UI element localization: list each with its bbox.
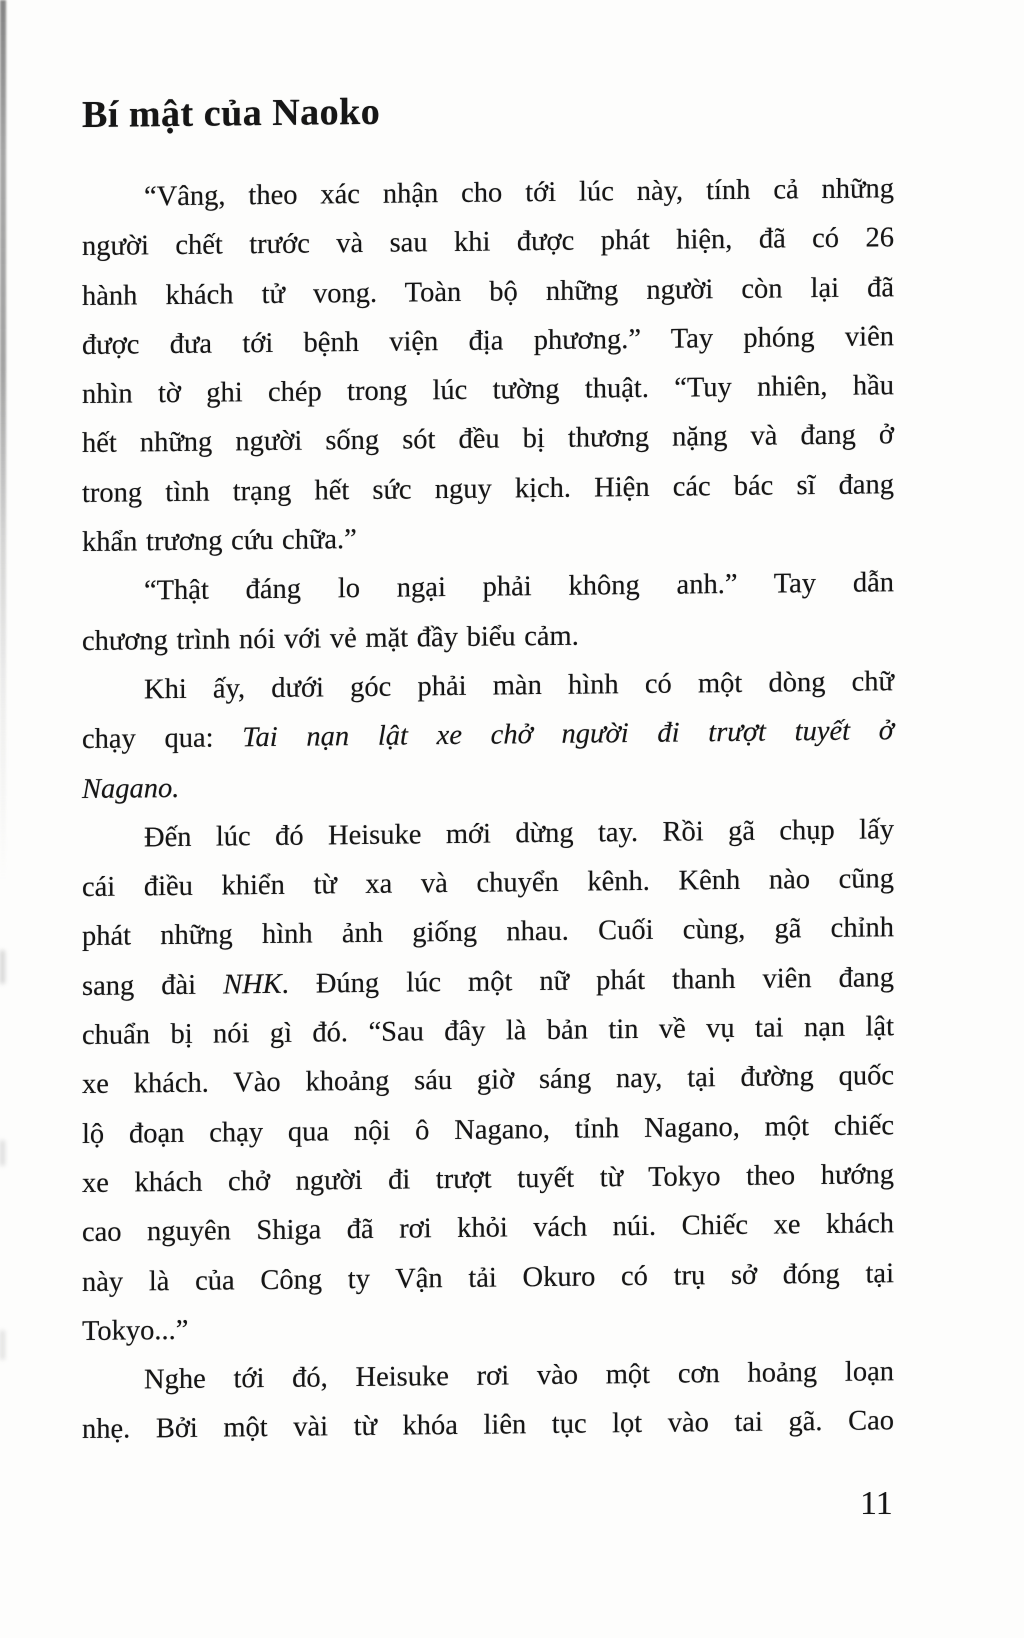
text-segment: Tokyo...” — [82, 1314, 189, 1347]
text-segment: hết những người sống sót đều bị thương nặng và đang ở — [82, 419, 894, 460]
text-line — [82, 361, 894, 419]
italic-text-segment: NHK — [223, 968, 282, 1001]
text-segment: nhẹ. Bởi một vài từ khóa liên tục lọt vào tai gã. Cao — [82, 1405, 894, 1446]
text-line — [82, 312, 894, 370]
text-line — [82, 953, 894, 1011]
text-segment: sang đài — [82, 969, 224, 1002]
text-line — [82, 1298, 894, 1356]
text-segment: “Vâng, theo xác nhận cho tới lúc này, tính cả những — [144, 173, 894, 213]
text-segment: Nghe tới đó, Heisuke rơi vào một cơn hoảng loạn — [144, 1356, 894, 1396]
text-line — [82, 1249, 894, 1307]
text-line — [82, 164, 894, 222]
italic-text-segment: Nagano. — [82, 772, 180, 805]
text-segment: cao nguyên Shiga đã rơi khỏi vách núi. Chiếc xe khách — [82, 1208, 894, 1249]
text-segment: . Đúng lúc một nữ phát thanh viên đang — [281, 961, 894, 1000]
text-segment: người chết trước và sau khi được phát hiện, đã có 26 — [82, 222, 894, 263]
text-segment: trong tình trạng hết sức nguy kịch. Hiện các bác sĩ đang — [82, 468, 894, 509]
text-segment: lộ đoạn chạy qua nội ô Nagano, tỉnh Nagano, một chiếc — [82, 1109, 894, 1150]
text-line — [82, 756, 894, 814]
text-line — [82, 411, 894, 469]
text-line — [82, 460, 894, 518]
text-segment: cái điều khiển từ xa và chuyển kênh. Kênh nào cũng — [82, 863, 894, 904]
text-line — [82, 904, 894, 962]
text-segment: “Thật đáng lo ngại phải không anh.” Tay dẫn — [144, 567, 894, 607]
text-line — [82, 608, 894, 666]
text-line — [82, 1150, 894, 1208]
text-segment: Khi ấy, dưới góc phải màn hình có một dòng chữ — [144, 666, 894, 706]
text-line — [82, 214, 894, 272]
text-segment: Đến lúc đó Heisuke mới dừng tay. Rồi gã chụp lấy — [144, 814, 894, 854]
text-segment: nhìn tờ ghi chép trong lúc tường thuật. “Tuy nhiên, hầu — [82, 370, 894, 411]
running-header-title: Bí mật của Naoko — [82, 90, 381, 136]
text-line — [82, 509, 894, 567]
text-segment: chuẩn bị nói gì đó. “Sau đây là bản tin về vụ tai nạn lật — [82, 1011, 894, 1052]
text-segment: phát những hình ảnh giống nhau. Cuối cùng, gã chỉnh — [82, 912, 894, 953]
text-segment: khẩn trương cứu chữa.” — [82, 524, 357, 559]
text-line — [82, 854, 894, 912]
text-segment: chạy qua: — [82, 722, 243, 756]
text-line — [82, 706, 894, 764]
text-line — [82, 559, 894, 617]
text-line — [82, 1002, 894, 1060]
italic-text-segment: Tai nạn lật xe chở người đi trượt tuyết ở — [242, 715, 894, 754]
text-segment: xe khách chở người đi trượt tuyết từ Tokyo theo hướng — [82, 1159, 894, 1199]
text-line — [82, 657, 894, 715]
text-line — [82, 1052, 894, 1110]
body-text — [82, 164, 894, 1455]
text-line — [82, 1397, 894, 1455]
text-line — [82, 805, 894, 863]
text-line — [82, 263, 894, 321]
text-segment: được đưa tới bệnh viện địa phương.” Tay phóng viên — [82, 321, 894, 361]
page-number: 11 — [860, 1485, 893, 1522]
text-line — [82, 1347, 894, 1405]
text-segment: chương trình nói với vẻ mặt đầy biểu cảm. — [82, 620, 579, 657]
text-segment: xe khách. Vào khoảng sáu giờ sáng nay, tại đường quốc — [82, 1060, 894, 1101]
text-segment: hành khách tử vong. Toàn bộ những người còn lại đã — [82, 271, 894, 312]
text-line — [82, 1199, 894, 1257]
text-segment: này là của Công ty Vận tải Okuro có trụ sở đóng tại — [82, 1257, 894, 1298]
text-line — [82, 1101, 894, 1159]
